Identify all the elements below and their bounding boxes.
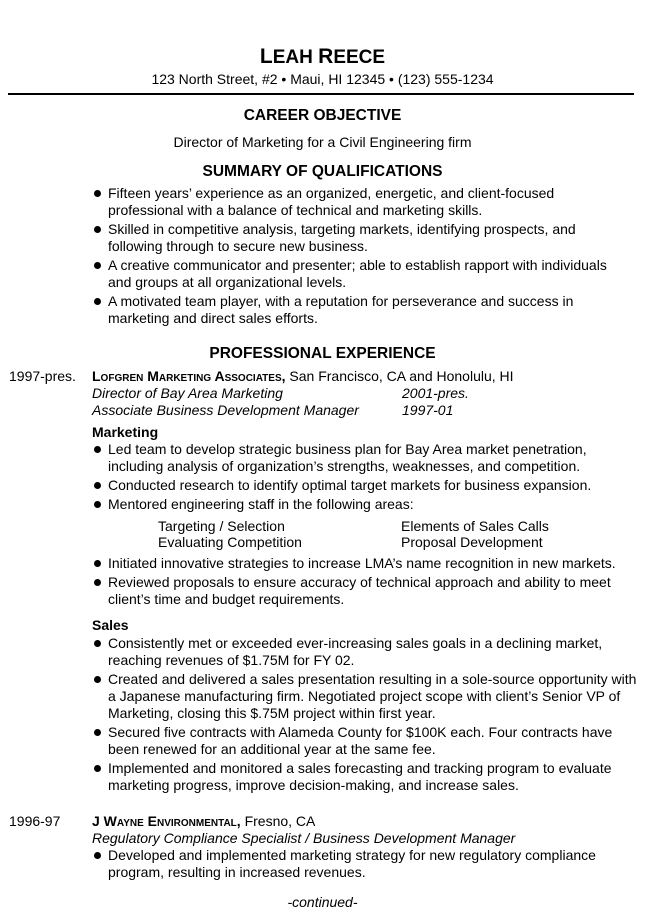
job1-role1-dates: 2001-pres. bbox=[402, 385, 469, 401]
list-item: A motivated team player, with a reputation for perseverance and success in marketing and direct sales efforts. bbox=[92, 293, 622, 327]
list-item: Created and delivered a sales presentation resulting in a sole-source opportunity with a Japanese manufacturing firm. Negotiated project scope with client’s Senior VP of Marketing, closing this $.75M project within first year. bbox=[92, 671, 642, 722]
list-item: Mentored engineering staff in the following areas: bbox=[92, 496, 645, 513]
area-item: Elements of Sales Calls bbox=[401, 518, 549, 534]
list-item: Consistently met or exceeded ever-increasing sales goals in a declining market, reaching revenues of $1.75M for FY 02. bbox=[92, 635, 642, 669]
continued-label: -continued- bbox=[287, 894, 358, 910]
area-item: Evaluating Competition bbox=[158, 534, 302, 550]
list-item: Led team to develop strategic business plan for Bay Area market penetration, including analysis of organization’s strengths, weaknesses, and competition. bbox=[92, 441, 645, 475]
objective-heading: CAREER OBJECTIVE bbox=[243, 107, 402, 124]
header-divider bbox=[8, 93, 634, 95]
job2-location: Fresno, CA bbox=[244, 813, 316, 829]
job2-dates: 1996-97 bbox=[9, 813, 61, 829]
list-item: Developed and implemented marketing strategy for new regulatory compliance program, resulting in increased revenues. bbox=[92, 847, 632, 881]
list-item: Initiated innovative strategies to increase LMA’s name recognition in new markets. bbox=[92, 555, 645, 572]
list-item: Reviewed proposals to ensure accuracy of technical approach and ability to meet client’s time and budget requirements. bbox=[92, 574, 613, 608]
job1-title-line bbox=[92, 368, 514, 385]
list-item: Skilled in competitive analysis, targeting markets, identifying prospects, and following through to secure new business. bbox=[92, 221, 622, 255]
list-item: A creative communicator and presenter; able to establish rapport with individuals and groups at all organizational levels. bbox=[92, 257, 622, 291]
job1-role2-dates: 1997-01 bbox=[402, 402, 454, 418]
list-item: Conducted research to identify optimal target markets for business expansion. bbox=[92, 477, 645, 494]
job2-role: Regulatory Compliance Specialist / Business Development Manager bbox=[92, 830, 516, 846]
list-item: Secured five contracts with Alameda County for $100K each. Four contracts have been renewed for an additional year at the same fee. bbox=[92, 724, 618, 758]
job2-company: J Wayne Environmental, bbox=[92, 813, 241, 829]
list-item: Implemented and monitored a sales forecasting and tracking program to evaluate marketing progress, improve decision-making, and increase sales. bbox=[92, 760, 613, 794]
experience-heading: PROFESSIONAL EXPERIENCE bbox=[209, 345, 436, 362]
marketing-list bbox=[92, 441, 645, 515]
contact-line: 123 North Street, #2 • Maui, HI 12345 • (123) 555-1234 bbox=[151, 71, 494, 87]
job1-dates: 1997-pres. bbox=[9, 368, 76, 384]
job1-company: Lofgren Marketing Associates, bbox=[92, 368, 286, 384]
area-item: Targeting / Selection bbox=[158, 518, 285, 534]
job1-location: San Francisco, CA and Honolulu, HI bbox=[289, 368, 514, 384]
sales-list bbox=[92, 635, 642, 796]
summary-heading: SUMMARY OF QUALIFICATIONS bbox=[202, 163, 443, 180]
sales-heading: Sales bbox=[92, 617, 129, 633]
resume-name: LEAH REECE bbox=[259, 45, 386, 68]
list-item: Fifteen years’ experience as an organized, energetic, and client-focused professional with a balance of technical and marketing skills. bbox=[92, 185, 622, 219]
job1-role2: Associate Business Development Manager bbox=[92, 402, 359, 418]
marketing-list-continued bbox=[92, 555, 645, 610]
job2-list bbox=[92, 847, 632, 883]
job2-title-line bbox=[92, 813, 315, 830]
area-item: Proposal Development bbox=[401, 534, 543, 550]
marketing-heading: Marketing bbox=[92, 424, 159, 440]
objective-text: Director of Marketing for a Civil Engineering firm bbox=[173, 134, 472, 150]
job1-role1: Director of Bay Area Marketing bbox=[92, 385, 283, 401]
summary-list bbox=[92, 185, 622, 329]
